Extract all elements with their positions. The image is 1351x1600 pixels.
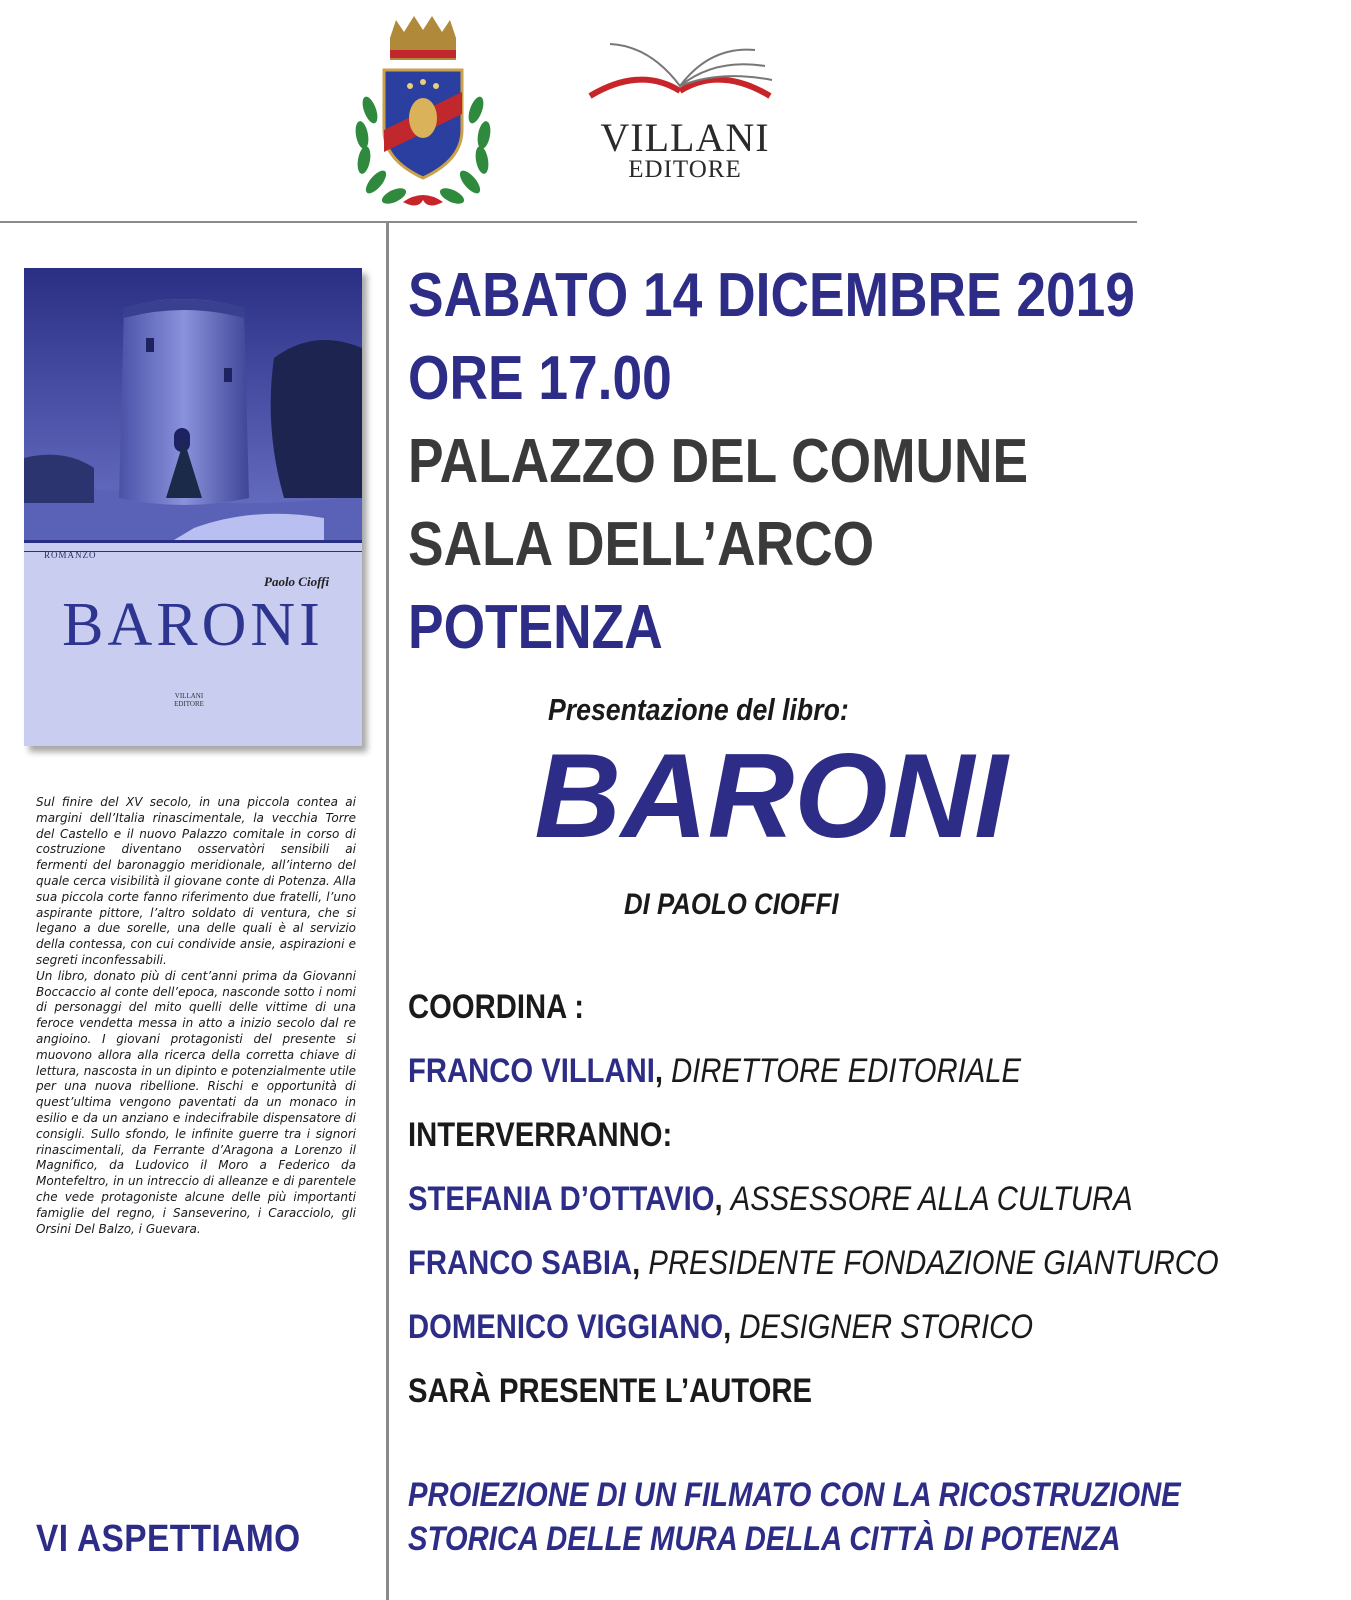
speaker-role: PRESIDENTE FONDAZIONE GIANTURCO	[648, 1244, 1219, 1282]
book-author-text: DI PAOLO CIOFFI	[624, 888, 839, 921]
cover-publisher-sub: EDITORE	[174, 700, 204, 708]
speakers-label	[408, 1118, 715, 1152]
event-time-text: ORE 17.00	[408, 344, 672, 413]
coordinator-role: DIRETTORE EDITORIALE	[671, 1052, 1022, 1090]
projection-line-1	[408, 1478, 1306, 1512]
projection-line-1-text: PROIEZIONE DI UN FILMATO CON LA RICOSTRUZIONE	[408, 1476, 1181, 1514]
book-title: BARONI	[534, 729, 1008, 863]
book-synopsis: Sul finire del XV secolo, in una piccola contea ai margini dell’Italia rinascimentale, la vecchia Torre del Castello e il nuovo Palazzo comitale in corso di costruzione diventano osservatòri sensibili ai fermenti del baronaggio meridionale, all’interno del quale cerca visibilità il giovane conte di Potenza. Alla sua piccola corte fanno riferimento due fratelli, l’uno aspirante pittore, l’altro soldato di ventura, che si legano a due sorelle, una delle quali è al servizio della contessa, con cui condivide ansie, aspirazioni e segreti inconfessabili. Un libro, donato più di cent’anni prima da Giovanni Boccaccio al conte dell’epoca, nasconde sotto i nomi di personaggi del mito quelli delle vittime di una feroce vendetta messa in atto a inizio secolo dal re angioino. I giovani protagonisti del presente si muovono allora alla ricerca della corretta chiave di lettura, nascosta in un dipinto e potenzialmente utile per una nuova ribellione. Rischi e opportunità di quest’ultima vengono paventati da un monaco in esilio e da un anziano e indecifrabile dispensatore di consigli. Sullo sfondo, le infinite guerre tra i signori rinascimentali, da Ferrante d’Aragona a Lorenzo il Magnifico, da Ludovico il Moro a Federico da Montefeltro, in un intreccio di alleanze e di parentele che vede protagoniste alcune delle più importanti famiglie del regno, i Sanseverino, i Caracciolo, gli Orsini Del Balzo, i Guevara.	[36, 795, 356, 1236]
speaker-role: DESIGNER STORICO	[739, 1308, 1033, 1346]
cover-series: ROMANZO	[44, 550, 97, 560]
coordinator-row: FRANCO VILLANI, DIRETTORE EDITORIALE	[408, 1052, 1022, 1090]
event-room-text: SALA DELL’ARCO	[408, 510, 875, 579]
speaker-name: DOMENICO VIGGIANO	[408, 1308, 724, 1346]
event-city-text: POTENZA	[408, 593, 663, 662]
projection-line-2-text: STORICA DELLE MURA DELLA CITTÀ DI POTENZA	[408, 1520, 1121, 1558]
tower-illustration	[24, 268, 362, 746]
event-venue	[408, 427, 1129, 496]
author-present	[408, 1374, 878, 1408]
vertical-divider	[386, 223, 389, 1600]
event-room	[408, 510, 950, 579]
speaker-name: STEFANIA D’OTTAVIO	[408, 1180, 715, 1218]
event-venue-text: PALAZZO DEL COMUNE	[408, 427, 1029, 496]
coat-of-arms-icon	[348, 10, 498, 215]
publisher-subtitle: EDITORE	[628, 156, 742, 183]
book-cover	[24, 268, 362, 746]
header	[0, 0, 1137, 222]
event-city	[408, 593, 704, 662]
presentation-intro-text: Presentazione del libro:	[548, 692, 849, 727]
publisher-logo	[580, 36, 800, 186]
cover-publisher-name: VILLANI	[174, 692, 204, 700]
speaker-row: STEFANIA D’OTTAVIO, ASSESSORE ALLA CULTURA	[408, 1180, 1133, 1218]
speaker-row: FRANCO SABIA, PRESIDENTE FONDAZIONE GIANTURCO	[408, 1244, 1219, 1282]
coordina-label	[408, 990, 613, 1024]
cover-title: BARONI	[62, 591, 324, 659]
event-time	[408, 344, 715, 413]
closing-message: VI ASPETTIAMO	[36, 1518, 301, 1560]
speaker-row: DOMENICO VIGGIANO, DESIGNER STORICO	[408, 1308, 1033, 1346]
cover-publisher	[154, 692, 224, 708]
speakers-label-text: INTERVERRANNO:	[408, 1116, 673, 1154]
presentation-intro	[548, 692, 898, 728]
speaker-role: ASSESSORE ALLA CULTURA	[730, 1180, 1133, 1218]
event-date	[408, 261, 1253, 330]
author-present-text: SARÀ PRESENTE L’AUTORE	[408, 1372, 813, 1410]
open-book-icon	[580, 36, 790, 116]
publisher-name: VILLANI	[600, 115, 770, 160]
book-author	[624, 888, 873, 922]
coordinator-name: FRANCO VILLANI	[408, 1052, 655, 1090]
event-date-text: SABATO 14 DICEMBRE 2019	[408, 261, 1135, 330]
speaker-name: FRANCO SABIA	[408, 1244, 633, 1282]
projection-line-2	[408, 1522, 1237, 1556]
coordina-label-text: COORDINA :	[408, 988, 584, 1026]
horizontal-divider	[0, 221, 1137, 223]
cover-author: Paolo Cioffi	[264, 574, 330, 589]
